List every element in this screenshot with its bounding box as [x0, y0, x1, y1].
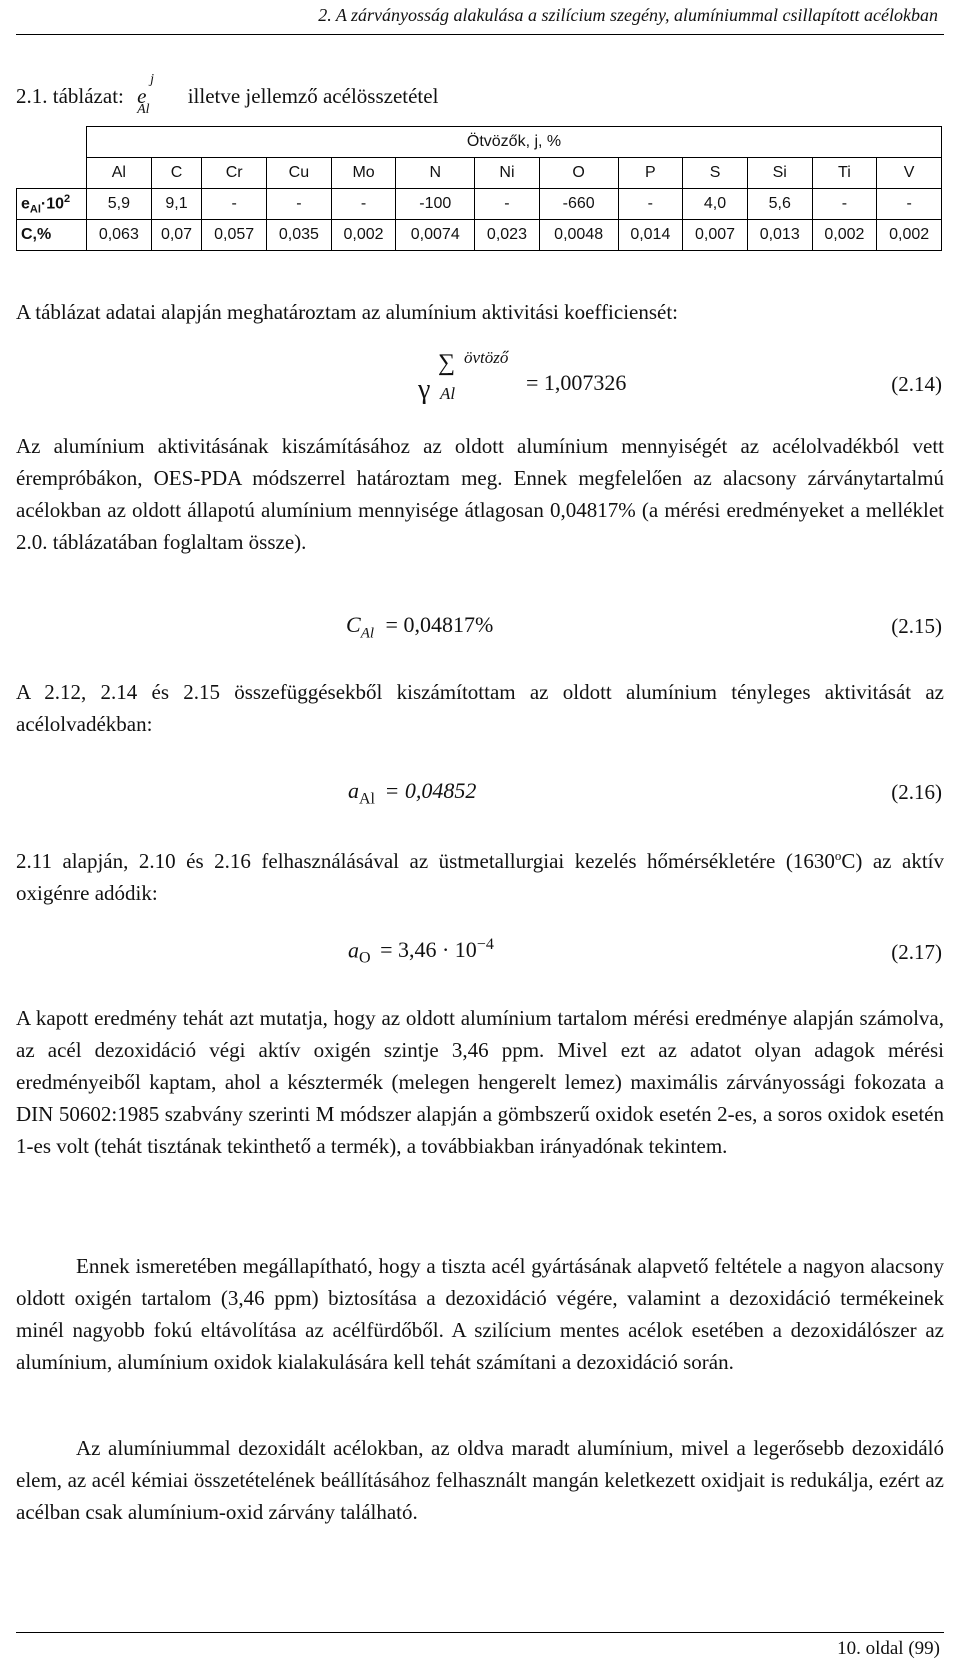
table-cell: 4,0 — [683, 189, 748, 220]
table-caption — [16, 72, 439, 117]
table-cell: - — [267, 189, 332, 220]
equation-number: (2.14) — [891, 372, 942, 396]
paragraph: A kapott eredmény tehát azt mutatja, hogy az oldott alumínium tartalom mérési eredménye alapján számolva, az acél dezoxidáció végi aktív oxigén szintje 3,46 ppm. Mivel ezt az adatot olyan adagok mérési eredményeiből kaptam, ahol a késztermék (melegen hengerelt lemez) maximális zárványossági fokozata a DIN 50602:1985 szabvány szerinti M módszer alapján a gömbszerű oxidok esetén 2-es, a soros oxidok esetén 1-es volt (tehát tisztának tekinthető a termék), a továbbiakban irányadónak tekintem. — [16, 1006, 944, 1158]
col-header: N — [396, 158, 475, 189]
caption-symbol: e j Al — [137, 72, 155, 117]
table-cell: - — [618, 189, 683, 220]
table-cell: -100 — [396, 189, 475, 220]
footer-rule — [16, 1632, 944, 1633]
table-cell: 5,9 — [87, 189, 152, 220]
table-group-header: Ötvözők, j, % — [87, 127, 942, 158]
header-rule — [16, 34, 944, 35]
table-cell: 0,014 — [618, 220, 683, 251]
table-cell: - — [475, 189, 540, 220]
paragraph: A 2.12, 2.14 és 2.15 összefüggésekből kiszámítottam az oldott alumínium tényleges aktivitását az acélolvadékban: — [16, 680, 944, 736]
table-row — [17, 189, 942, 220]
col-header: S — [683, 158, 748, 189]
paragraph: A táblázat adatai alapján meghatároztam az alumínium aktivitási koefficiensét: — [16, 300, 679, 324]
paragraph: Az alumínium aktivitásának kiszámításához az oldott alumínium mennyiségét az acélolvadékból vett érempróbákon, OES-PDA módszerrel határoztam meg. Ennek megfelelően az alacsony zárványtartalmú acélokban az oldott állapotú alumínium mennyisége átlagosan 0,04817% (a mérési eredményeket a melléklet 2.0. táblázatában foglaltam össze). — [16, 434, 944, 554]
table-row — [17, 220, 942, 251]
equation-number: (2.15) — [891, 614, 942, 638]
table-header-row — [17, 158, 942, 189]
table-cell: -660 — [539, 189, 618, 220]
table-cell: 0,002 — [877, 220, 942, 251]
table-cell: 0,07 — [151, 220, 202, 251]
composition-table — [16, 126, 942, 251]
col-header: V — [877, 158, 942, 189]
col-header: Al — [87, 158, 152, 189]
page-number: 10. oldal (99) — [837, 1638, 940, 1659]
table-corner — [17, 127, 87, 158]
paragraph: Az alumíniummal dezoxidált acélokban, az oldva maradt alumínium, mivel a legerősebb dezoxidáló elem, az acél kémiai összetételének beállításához felhasznált mangán keletkezett oxidjait is redukálja, ezért az acélban csak alumínium-oxid zárvány található. — [16, 1436, 944, 1524]
col-header: P — [618, 158, 683, 189]
table-cell: - — [812, 189, 877, 220]
table-cell: 0,023 — [475, 220, 540, 251]
table-cell: - — [877, 189, 942, 220]
col-header: O — [539, 158, 618, 189]
table-cell: 0,063 — [87, 220, 152, 251]
table-cell: 0,002 — [812, 220, 877, 251]
paragraph: 2.11 alapján, 2.10 és 2.16 felhasználásával az üstmetallurgiai kezelés hőmérsékletére (1630$^o$C) az aktív oxigénre adódik: — [16, 848, 944, 905]
row-label-e: $e_{Al}\cdot 10^2$ — [17, 189, 87, 220]
table-cell: 0,035 — [267, 220, 332, 251]
caption-text: illetve jellemző acélösszetétel — [187, 84, 439, 108]
col-header: Ni — [475, 158, 540, 189]
equation-number: (2.16) — [891, 780, 942, 804]
table-cell: 0,057 — [202, 220, 267, 251]
table-cell: - — [331, 189, 396, 220]
table-cell: 0,013 — [747, 220, 812, 251]
table-cell: 0,007 — [683, 220, 748, 251]
paragraph: Ennek ismeretében megállapítható, hogy a tiszta acél gyártásának alapvető feltétele a nagyon alacsony oldott oxigén tartalom (3,46 ppm) biztosítása a dezoxidáció végére, valamint a dezoxidáció termékeinek minél nagyobb fokú eltávolítása az acélfürdőből. A szilícium mentes acélok esetében a dezoxidálószer az alumínium, alumínium oxidok kialakulására kell tehát számítani a dezoxidáció során. — [16, 1254, 944, 1374]
table-cell: 0,0074 — [396, 220, 475, 251]
equation-number: (2.17) — [891, 940, 942, 964]
col-header: Cu — [267, 158, 332, 189]
col-header: Ti — [812, 158, 877, 189]
equation-2-16: $a_{Al} = 0,04852$ — [348, 778, 477, 808]
col-header: Cr — [202, 158, 267, 189]
row-label-c: C,% — [17, 220, 87, 251]
equation-2-17: $a_O = 3,46 \cdot 10^{-4}$ — [348, 936, 494, 967]
table-cell: 9,1 — [151, 189, 202, 220]
col-header: Si — [747, 158, 812, 189]
table-cell: - — [202, 189, 267, 220]
table-cell: 5,6 — [747, 189, 812, 220]
equation-2-15: $C_{Al} = 0,04817\%$ — [346, 612, 494, 642]
table-cell: 0,002 — [331, 220, 396, 251]
col-header: C — [151, 158, 202, 189]
caption-label: 2.1. táblázat: — [16, 84, 124, 108]
table-cell: 0,0048 — [539, 220, 618, 251]
col-header: Mo — [331, 158, 396, 189]
running-header: 2. A zárványosság alakulása a szilícium szegény, alumíniummal csillapított acélokban — [318, 5, 938, 25]
